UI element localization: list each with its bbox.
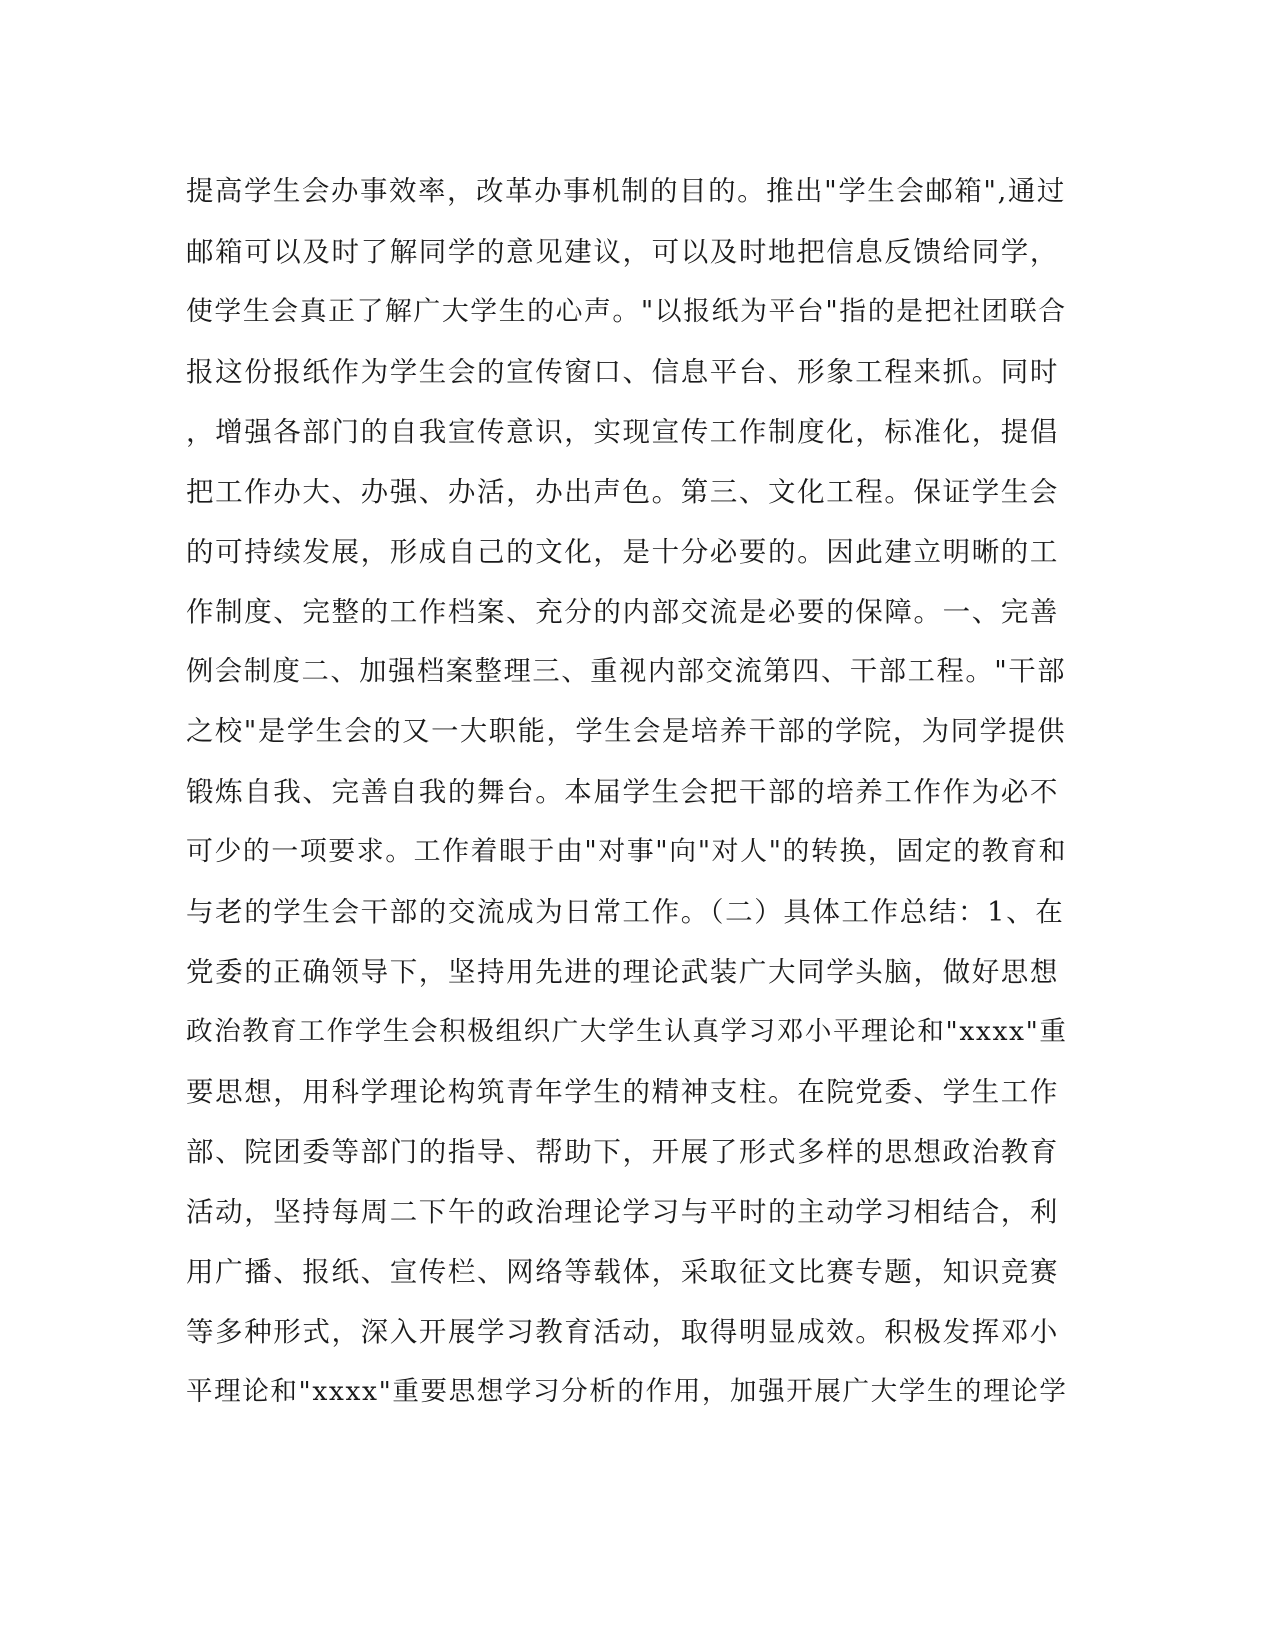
text-line: 用广播、报纸、宣传栏、网络等载体，采取征文比赛专题，知识竞赛 (186, 1256, 1059, 1288)
text-line: ，增强各部门的自我宣传意识，实现宣传工作制度化，标准化，提倡 (186, 416, 1059, 448)
text-line: 提高学生会办事效率，改革办事机制的目的。推出"学生会邮箱",通过 (186, 176, 1066, 207)
text-line: 把工作办大、办强、办活，办出声色。第三、文化工程。保证学生会 (186, 476, 1059, 508)
text-line: 平理论和"xxxx"重要思想学习分析的作用，加强开展广大学生的理论学 (186, 1376, 1068, 1407)
text-line: 活动，坚持每周二下午的政治理论学习与平时的主动学习相结合，利 (186, 1196, 1059, 1228)
body-text (186, 162, 1066, 1422)
text-line: 报这份报纸作为学生会的宣传窗口、信息平台、形象工程来抓。同时 (186, 356, 1059, 388)
text-line: 可少的一项要求。工作着眼于由"对事"向"对人"的转换，固定的教育和 (186, 836, 1068, 867)
text-line: 例会制度二、加强档案整理三、重视内部交流第四、干部工程。"干部 (186, 656, 1067, 687)
text-line: 的可持续发展，形成自己的文化，是十分必要的。因此建立明晰的工 (186, 536, 1059, 568)
text-line: 之校"是学生会的又一大职能，学生会是培养干部的学院，为同学提供 (186, 716, 1067, 747)
text-line: 与老的学生会干部的交流成为日常工作。（二）具体工作总结：1、在 (186, 896, 1065, 928)
text-line: 政治教育工作学生会积极组织广大学生认真学习邓小平理论和"xxxx"重 (186, 1016, 1068, 1047)
text-line: 锻炼自我、完善自我的舞台。本届学生会把干部的培养工作作为必不 (186, 776, 1059, 808)
text-line: 邮箱可以及时了解同学的意见建议，可以及时地把信息反馈给同学， (186, 236, 1059, 268)
text-line: 要思想，用科学理论构筑青年学生的精神支柱。在院党委、学生工作 (186, 1076, 1059, 1108)
text-line: 使学生会真正了解广大学生的心声。"以报纸为平台"指的是把社团联合 (186, 296, 1067, 327)
text-line: 等多种形式，深入开展学习教育活动，取得明显成效。积极发挥邓小 (186, 1316, 1059, 1348)
text-line: 党委的正确领导下，坚持用先进的理论武装广大同学头脑，做好思想 (186, 956, 1059, 988)
text-line: 部、院团委等部门的指导、帮助下，开展了形式多样的思想政治教育 (186, 1136, 1059, 1168)
text-line: 作制度、完整的工作档案、充分的内部交流是必要的保障。一、完善 (186, 596, 1059, 628)
